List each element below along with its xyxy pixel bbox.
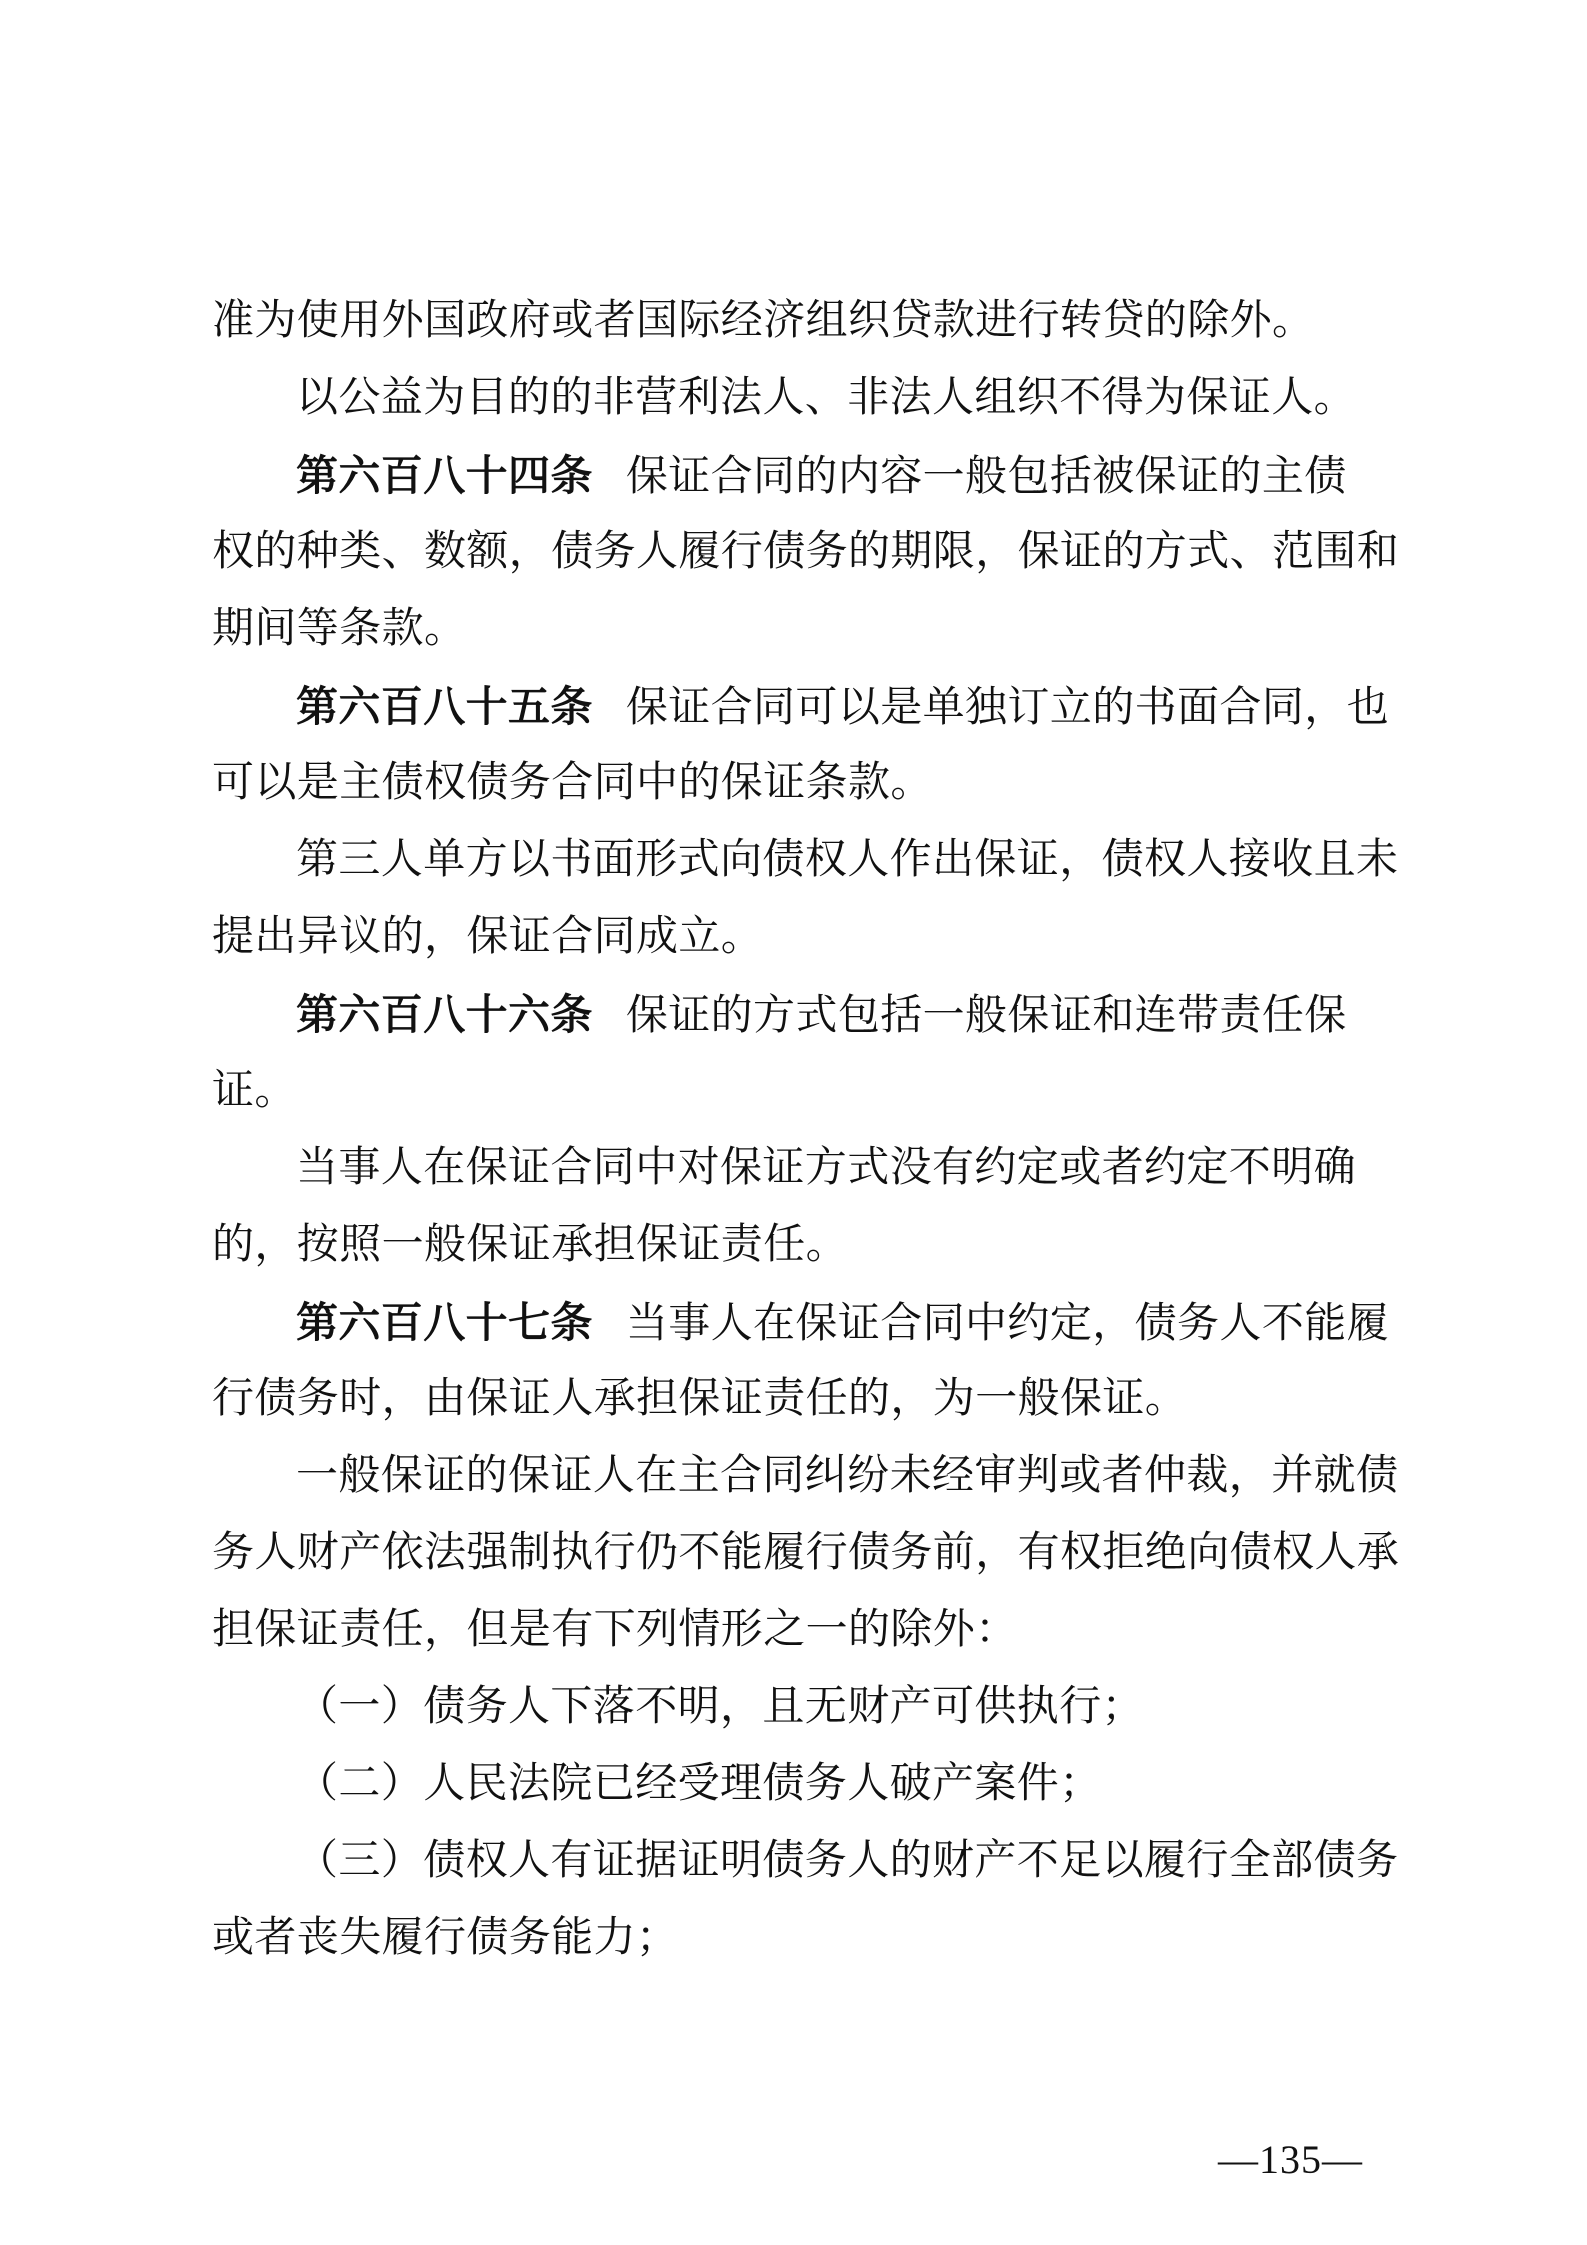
line-text: 提出异议的，保证合同成立。 bbox=[212, 914, 764, 960]
text-line bbox=[212, 745, 1402, 822]
text-line bbox=[212, 514, 1402, 591]
line-text: 权的种类、数额，债务人履行债务的期限，保证的方式、范围和 bbox=[212, 529, 1400, 575]
line-text: 一般保证的保证人在主合同纠纷未经审判或者仲裁，并就债 bbox=[296, 1453, 1399, 1499]
text-line bbox=[212, 1053, 1402, 1130]
line-text: 准为使用外国政府或者国际经济组织贷款进行转贷的除外。 bbox=[212, 298, 1315, 344]
line-text: 行债务时，由保证人承担保证责任的，为一般保证。 bbox=[212, 1376, 1188, 1422]
text-block bbox=[212, 283, 1402, 1977]
text-line bbox=[212, 1592, 1402, 1669]
text-line bbox=[212, 668, 1402, 745]
text-line bbox=[212, 822, 1402, 899]
line-text: 保证合同的内容一般包括被保证的主债 bbox=[625, 454, 1347, 500]
text-line bbox=[212, 1823, 1402, 1900]
article-number: 第六百八十四条 bbox=[296, 452, 593, 499]
article-number: 第六百八十五条 bbox=[296, 683, 593, 730]
line-text: 当事人在保证合同中约定，债务人不能履 bbox=[625, 1301, 1390, 1347]
text-line bbox=[212, 1669, 1402, 1746]
line-text: 证。 bbox=[212, 1068, 297, 1114]
article-number: 第六百八十七条 bbox=[296, 1299, 593, 1346]
text-line bbox=[212, 1900, 1402, 1977]
article-number: 第六百八十六条 bbox=[296, 991, 593, 1038]
line-text: 当事人在保证合同中对保证方式没有约定或者约定不明确 bbox=[296, 1145, 1357, 1191]
line-text: （三）债权人有证据证明债务人的财产不足以履行全部债务 bbox=[296, 1838, 1399, 1884]
text-line bbox=[212, 360, 1402, 437]
line-text: 可以是主债权债务合同中的保证条款。 bbox=[212, 760, 933, 806]
text-line bbox=[212, 1746, 1402, 1823]
line-text: 以公益为目的的非营利法人、非法人组织不得为保证人。 bbox=[296, 375, 1357, 421]
line-text: 第三人单方以书面形式向债权人作出保证，债权人接收且未 bbox=[296, 837, 1399, 883]
line-text: 的，按照一般保证承担保证责任。 bbox=[212, 1222, 849, 1268]
line-text: （一）债务人下落不明，且无财产可供执行； bbox=[296, 1684, 1145, 1730]
text-line bbox=[212, 1361, 1402, 1438]
line-text: 或者丧失履行债务能力； bbox=[212, 1915, 679, 1961]
text-line bbox=[212, 437, 1402, 514]
text-line bbox=[212, 283, 1402, 360]
line-text: 期间等条款。 bbox=[212, 606, 467, 652]
text-line bbox=[212, 1130, 1402, 1207]
line-text: 保证合同可以是单独订立的书面合同，也 bbox=[625, 685, 1390, 731]
page-number: —135— bbox=[1218, 2137, 1363, 2182]
line-text: 保证的方式包括一般保证和连带责任保 bbox=[625, 993, 1347, 1039]
text-line bbox=[212, 1284, 1402, 1361]
text-line bbox=[212, 1438, 1402, 1515]
text-line bbox=[212, 976, 1402, 1053]
line-text: 担保证责任，但是有下列情形之一的除外： bbox=[212, 1607, 1018, 1653]
line-text: 务人财产依法强制执行仍不能履行债务前，有权拒绝向债权人承 bbox=[212, 1530, 1400, 1576]
text-line bbox=[212, 1207, 1402, 1284]
text-line bbox=[212, 1515, 1402, 1592]
line-text: （二）人民法院已经受理债务人破产案件； bbox=[296, 1761, 1102, 1807]
text-line bbox=[212, 899, 1402, 976]
text-line bbox=[212, 591, 1402, 668]
